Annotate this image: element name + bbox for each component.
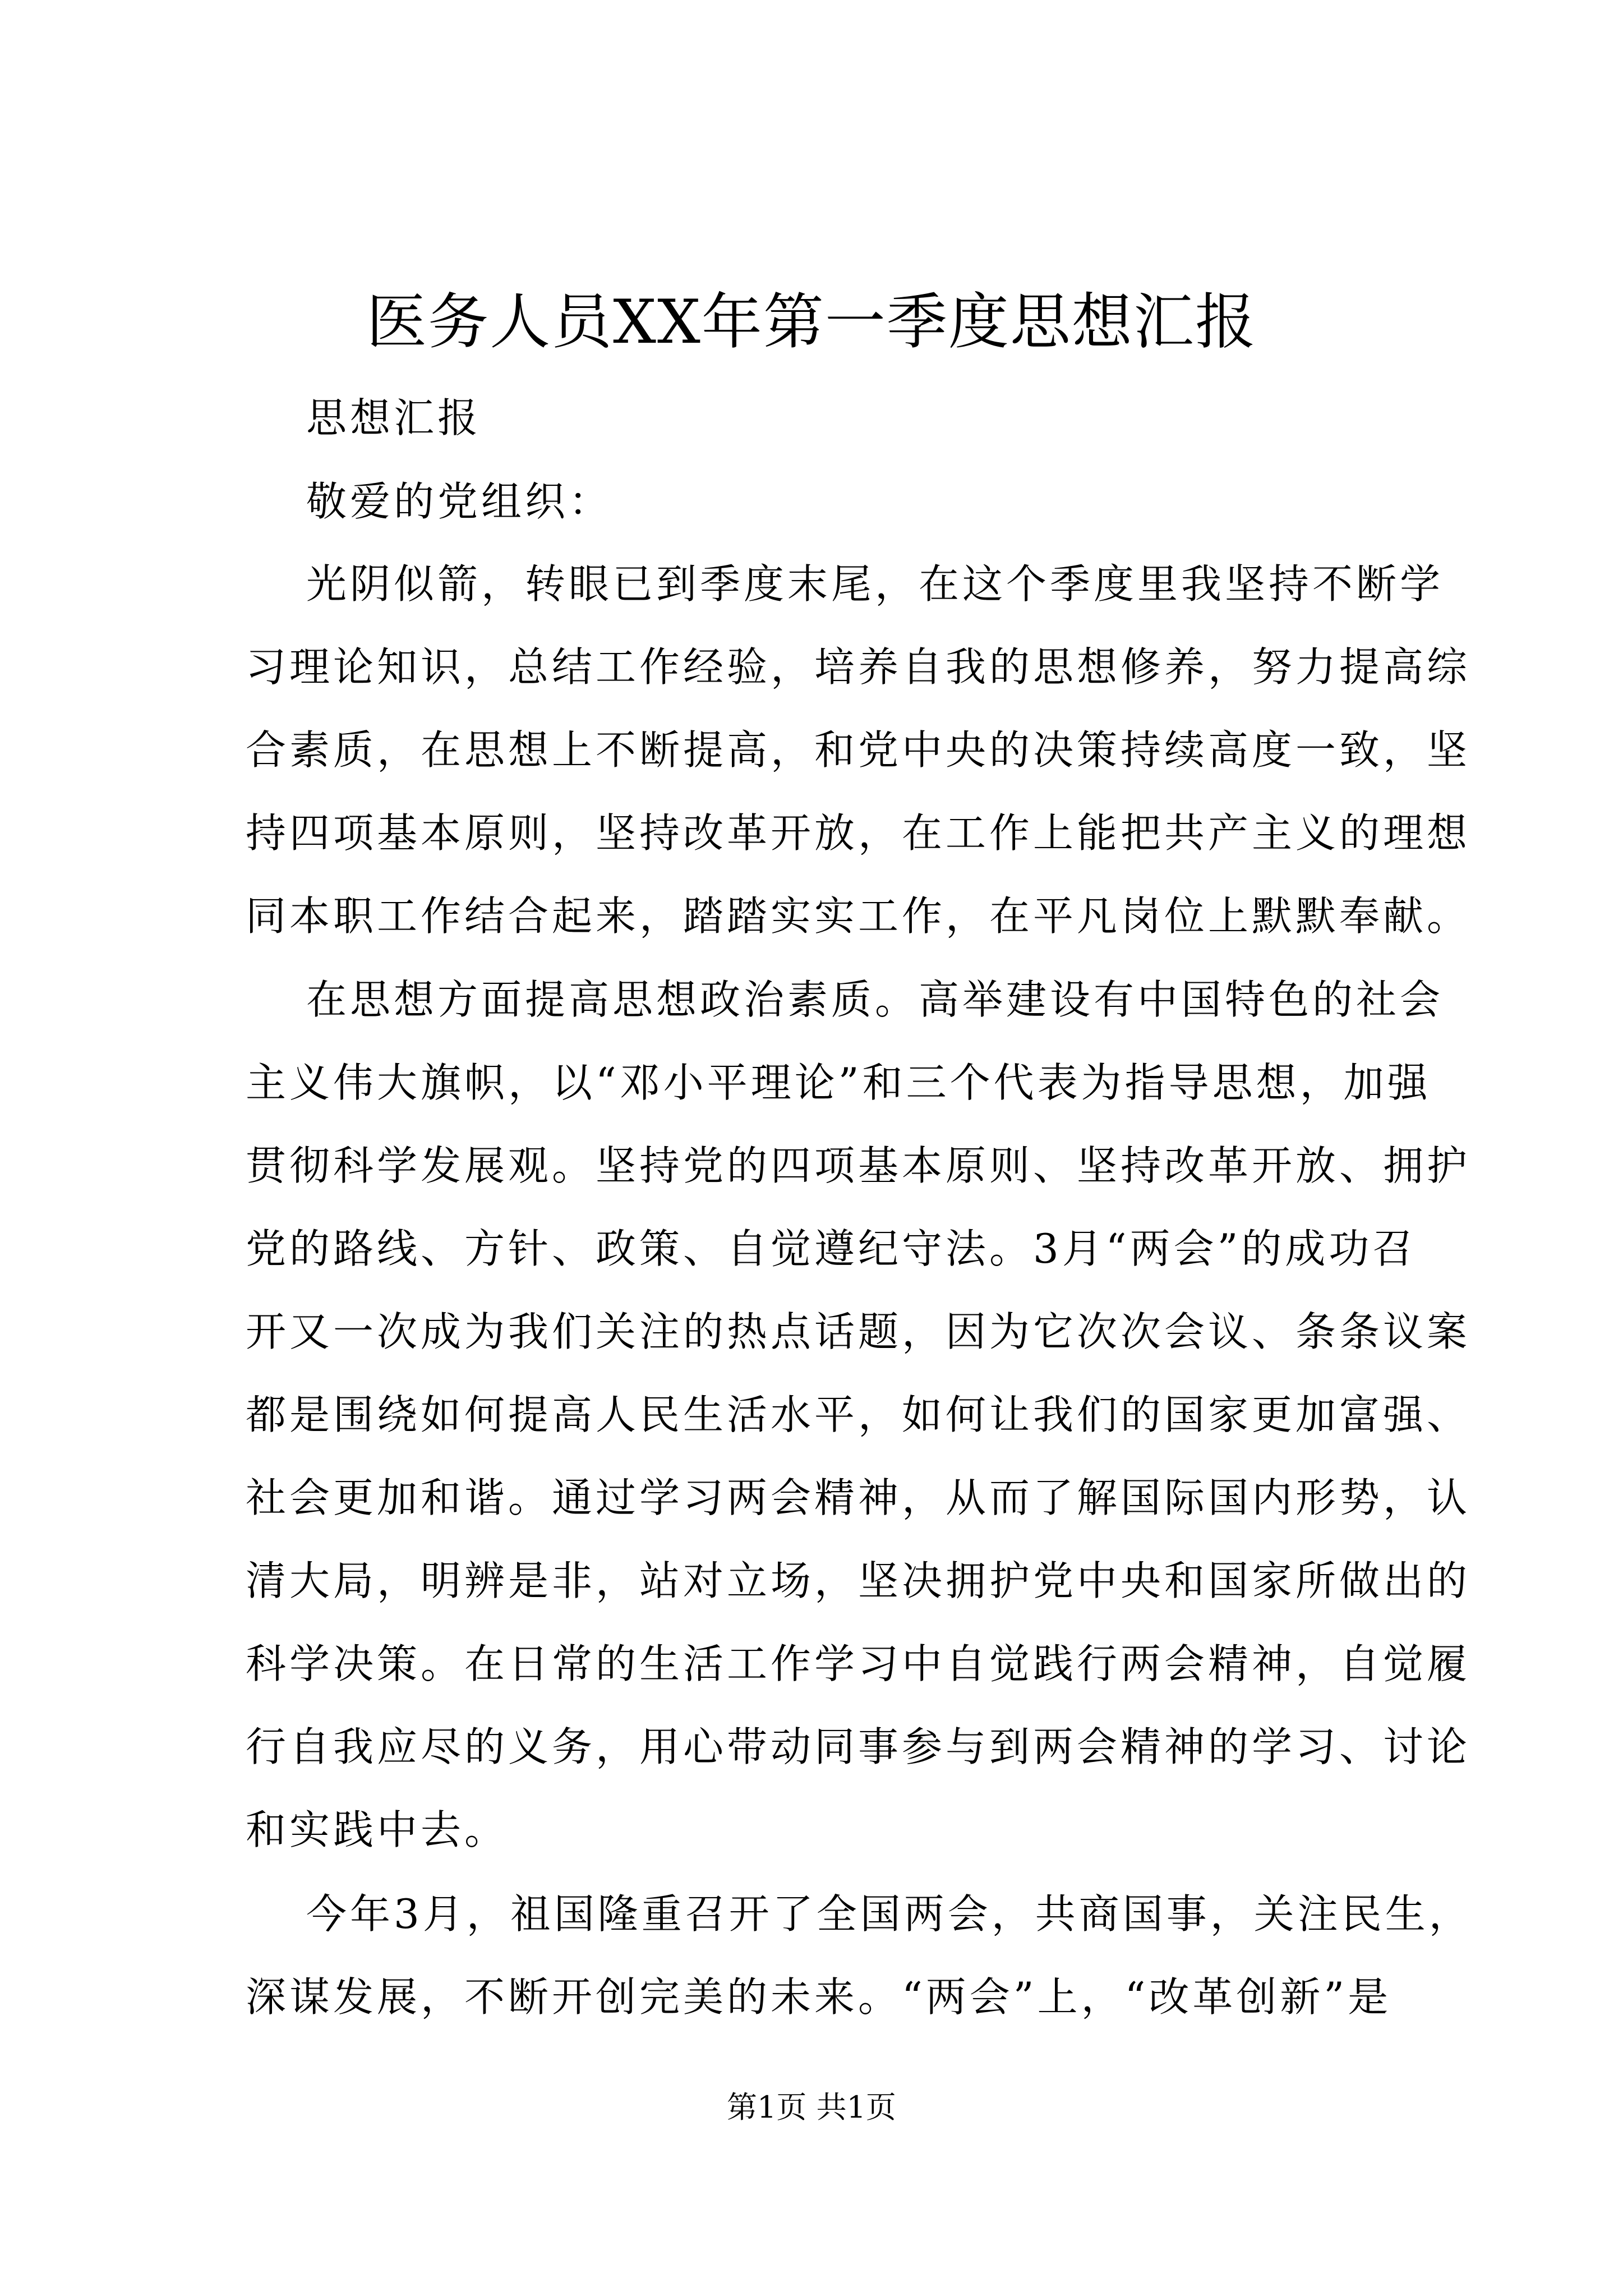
- paragraph-line: 科学决策。在日常的生活工作学习中自觉践行两会精神，自觉履: [246, 1640, 1471, 1687]
- paragraph-line: 社会更加和谐。通过学习两会精神，从而了解国际国内形势，认: [246, 1474, 1471, 1521]
- paragraph-line: 都是围绕如何提高人民生活水平，如何让我们的国家更加富强、: [246, 1391, 1471, 1438]
- paragraph-line: 今年3月，祖国隆重召开了全国两会，共商国事，关注民生，: [306, 1890, 1473, 1938]
- paragraph-line: 同本职工作结合起来，踏踏实实工作，在平凡岗位上默默奉献。: [246, 892, 1471, 940]
- paragraph-line: 开又一次成为我们关注的热点话题，因为它次次会议、条条议案: [246, 1308, 1471, 1355]
- paragraph-line: 光阴似箭，转眼已到季度末尾，在这个季度里我坚持不断学: [306, 560, 1444, 608]
- paragraph-line: 深谋发展，不断开创完美的未来。“两会”上，“改革创新”是: [246, 1973, 1392, 2021]
- paragraph-line: 行自我应尽的义务，用心带动同事参与到两会精神的学习、讨论: [246, 1723, 1471, 1770]
- page-footer: 第1页 共1页: [727, 2090, 896, 2125]
- line-heading: 思想汇报: [306, 394, 482, 441]
- line-salutation: 敬爱的党组织：: [306, 478, 613, 525]
- paragraph-line: 党的路线、方针、政策、自觉遵纪守法。3月“两会”的成功召: [246, 1225, 1417, 1272]
- paragraph-line: 清大局，明辨是非，站对立场，坚决拥护党中央和国家所做出的: [246, 1557, 1471, 1604]
- paragraph-line: 合素质，在思想上不断提高，和党中央的决策持续高度一致，坚: [246, 726, 1471, 774]
- paragraph-line: 和实践中去。: [246, 1806, 509, 1853]
- paragraph-line: 习理论知识，总结工作经验，培养自我的思想修养，努力提高综: [246, 643, 1471, 691]
- paragraph-line: 在思想方面提高思想政治素质。高举建设有中国特色的社会: [306, 976, 1444, 1023]
- paragraph-line: 贯彻科学发展观。坚持党的四项基本原则、坚持改革开放、拥护: [246, 1142, 1471, 1189]
- paragraph-line: 持四项基本原则，坚持改革开放，在工作上能把共产主义的理想: [246, 809, 1471, 857]
- document-title: 医务人员XX年第一季度思想汇报: [366, 287, 1257, 357]
- paragraph-line: 主义伟大旗帜，以“邓小平理论”和三个代表为指导思想，加强: [246, 1059, 1431, 1106]
